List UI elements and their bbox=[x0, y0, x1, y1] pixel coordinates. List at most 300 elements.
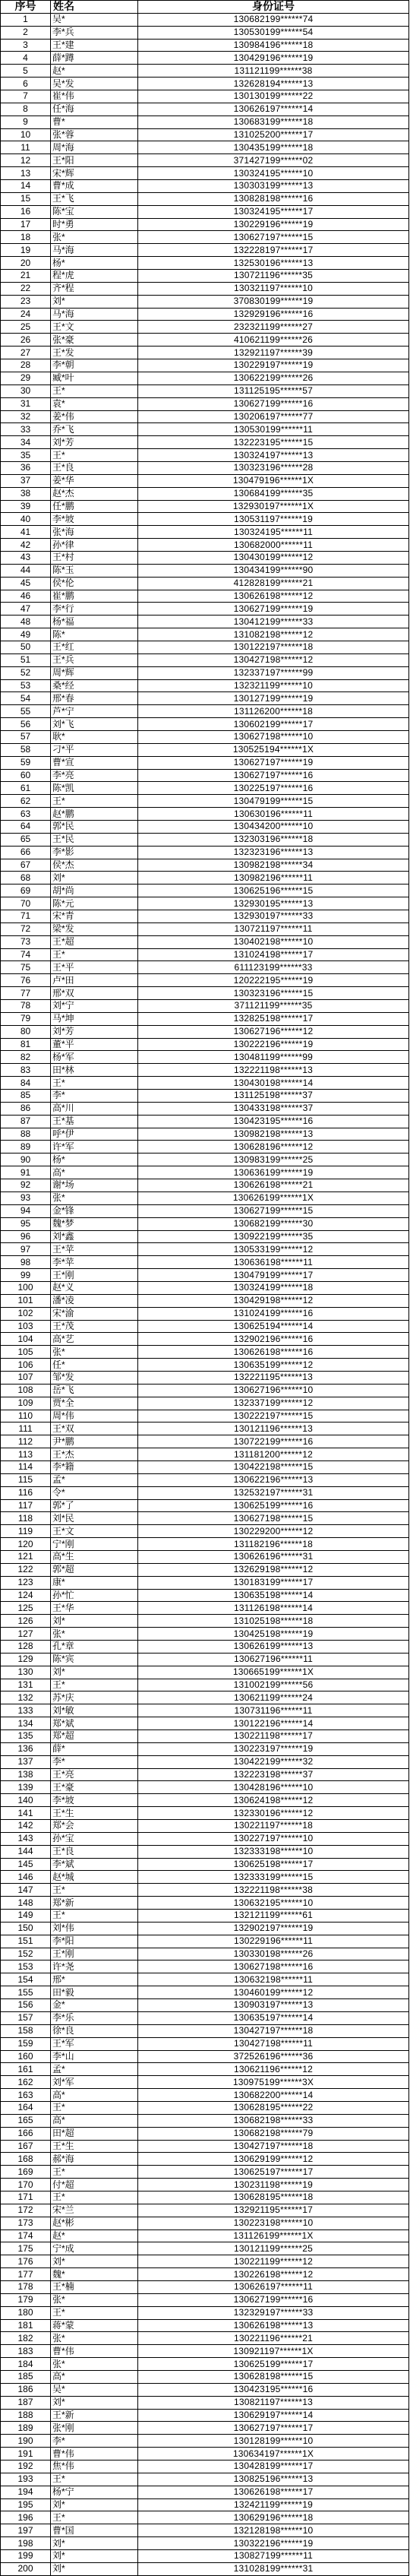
name-cell: 赵*鹏 bbox=[51, 808, 138, 820]
table-row bbox=[1, 654, 409, 667]
name-cell: 陈*宝 bbox=[51, 206, 138, 218]
id-number-cell: 131002199******56 bbox=[138, 1679, 409, 1691]
id-number-cell: 132921197******39 bbox=[138, 347, 409, 359]
id-number-cell: 130628195******22 bbox=[138, 2102, 409, 2114]
name-cell: 程*虎 bbox=[51, 270, 138, 282]
seq-cell: 95 bbox=[1, 1218, 51, 1230]
seq-cell: 78 bbox=[1, 1000, 51, 1012]
table-row bbox=[1, 2204, 409, 2217]
table-row bbox=[1, 1538, 409, 1551]
id-number-cell: 130427198******11 bbox=[138, 2038, 409, 2050]
table-row bbox=[1, 2563, 409, 2576]
table-row bbox=[1, 1794, 409, 1807]
id-number-cell: 130627197******15 bbox=[138, 231, 409, 243]
seq-cell: 173 bbox=[1, 2217, 51, 2229]
table-row bbox=[1, 40, 409, 52]
name-cell: 李*山 bbox=[51, 2051, 138, 2063]
name-cell: 郭*超 bbox=[51, 1564, 138, 1576]
name-cell: 张*海 bbox=[51, 526, 138, 538]
seq-cell: 110 bbox=[1, 1410, 51, 1422]
seq-cell: 72 bbox=[1, 923, 51, 935]
id-number-cell: 130627197******16 bbox=[138, 770, 409, 782]
id-number-cell: 132223195******15 bbox=[138, 436, 409, 448]
id-number-cell: 130430198******14 bbox=[138, 1077, 409, 1089]
name-cell: 臧*叶 bbox=[51, 372, 138, 385]
name-cell: 魏*梦 bbox=[51, 1218, 138, 1230]
name-cell: 王*基 bbox=[51, 1116, 138, 1128]
id-number-cell: 130628198******15 bbox=[138, 2371, 409, 2383]
table-row bbox=[1, 795, 409, 808]
id-number-cell: 130828198******16 bbox=[138, 193, 409, 205]
table-row bbox=[1, 1948, 409, 1961]
table-row bbox=[1, 1756, 409, 1769]
seq-cell: 66 bbox=[1, 847, 51, 859]
name-cell: 刘*宁 bbox=[51, 1000, 138, 1012]
table-row bbox=[1, 539, 409, 552]
table-row bbox=[1, 2025, 409, 2038]
name-cell: 王* bbox=[51, 1077, 138, 1089]
name-cell: 邹*发 bbox=[51, 1372, 138, 1384]
seq-cell: 79 bbox=[1, 1013, 51, 1025]
id-number-cell: 130481199******99 bbox=[138, 1051, 409, 1063]
seq-cell: 126 bbox=[1, 1615, 51, 1627]
seq-cell: 176 bbox=[1, 2255, 51, 2267]
id-number-cell: 130636199******19 bbox=[138, 1166, 409, 1179]
seq-cell: 199 bbox=[1, 2550, 51, 2562]
id-number-cell: 130324199******18 bbox=[138, 1282, 409, 1294]
seq-cell: 67 bbox=[1, 859, 51, 872]
id-number-cell: 132337197******99 bbox=[138, 667, 409, 679]
id-number-cell: 130324195******17 bbox=[138, 206, 409, 218]
name-cell: 王*双 bbox=[51, 1422, 138, 1435]
seq-cell: 198 bbox=[1, 2537, 51, 2549]
seq-cell: 122 bbox=[1, 1564, 51, 1576]
table-row bbox=[1, 283, 409, 296]
name-cell: 侯*伦 bbox=[51, 578, 138, 590]
seq-cell: 154 bbox=[1, 1973, 51, 1986]
table-row bbox=[1, 1295, 409, 1308]
table-row bbox=[1, 334, 409, 347]
seq-cell: 1 bbox=[1, 14, 51, 26]
name-cell: 谢*场 bbox=[51, 1179, 138, 1191]
table-row bbox=[1, 462, 409, 475]
id-number-cell: 130627196******11 bbox=[138, 1654, 409, 1666]
table-row bbox=[1, 1000, 409, 1013]
seq-cell: 23 bbox=[1, 296, 51, 308]
id-number-cell: 130627198******15 bbox=[138, 1512, 409, 1524]
table-row bbox=[1, 1039, 409, 1052]
table-row bbox=[1, 872, 409, 885]
seq-cell: 200 bbox=[1, 2563, 51, 2575]
name-cell: 张* bbox=[51, 1346, 138, 1358]
id-number-cell: 130827199******11 bbox=[138, 2550, 409, 2562]
seq-cell: 2 bbox=[1, 27, 51, 39]
name-cell: 王*茂 bbox=[51, 1321, 138, 1333]
name-cell: 刘* bbox=[51, 2550, 138, 2562]
name-cell: 王* bbox=[51, 1884, 138, 1896]
seq-cell: 140 bbox=[1, 1794, 51, 1806]
name-cell: 姜*华 bbox=[51, 475, 138, 487]
seq-cell: 33 bbox=[1, 423, 51, 435]
seq-cell: 171 bbox=[1, 2191, 51, 2204]
seq-cell: 158 bbox=[1, 2025, 51, 2037]
id-number-cell: 130434199******90 bbox=[138, 565, 409, 577]
seq-cell: 104 bbox=[1, 1333, 51, 1345]
seq-cell: 149 bbox=[1, 1910, 51, 1922]
table-row bbox=[1, 1781, 409, 1794]
name-cell: 李* bbox=[51, 1756, 138, 1768]
seq-cell: 114 bbox=[1, 1461, 51, 1473]
seq-cell: 101 bbox=[1, 1295, 51, 1307]
seq-cell: 100 bbox=[1, 1282, 51, 1294]
table-row bbox=[1, 513, 409, 526]
table-row bbox=[1, 1871, 409, 1884]
seq-cell: 92 bbox=[1, 1179, 51, 1191]
table-row bbox=[1, 770, 409, 783]
name-cell: 王*平 bbox=[51, 961, 138, 973]
table-row bbox=[1, 1435, 409, 1448]
seq-cell: 89 bbox=[1, 1141, 51, 1153]
table-row bbox=[1, 667, 409, 680]
table-row bbox=[1, 2345, 409, 2358]
seq-cell: 147 bbox=[1, 1884, 51, 1896]
name-cell: 高*艺 bbox=[51, 1333, 138, 1345]
name-cell: 吴* bbox=[51, 2384, 138, 2396]
name-cell: 李* bbox=[51, 2435, 138, 2447]
seq-cell: 96 bbox=[1, 1231, 51, 1243]
name-cell: 王* bbox=[51, 385, 138, 397]
table-row bbox=[1, 628, 409, 641]
id-number-cell: 132930197******1X bbox=[138, 501, 409, 513]
table-row bbox=[1, 1064, 409, 1077]
id-number-cell: 130223197******19 bbox=[138, 1743, 409, 1755]
table-row bbox=[1, 296, 409, 309]
id-number-cell: 130975199******3X bbox=[138, 2076, 409, 2088]
id-number-cell: 130324195******10 bbox=[138, 167, 409, 179]
id-number-cell: 130682200******14 bbox=[138, 2089, 409, 2101]
table-row bbox=[1, 1090, 409, 1103]
name-cell: 时*勇 bbox=[51, 219, 138, 231]
seq-cell: 54 bbox=[1, 692, 51, 704]
table-row bbox=[1, 974, 409, 987]
table-row bbox=[1, 1654, 409, 1666]
name-cell: 杨*福 bbox=[51, 616, 138, 628]
name-cell: 赵* bbox=[51, 65, 138, 77]
table-row bbox=[1, 385, 409, 398]
id-number-cell: 130635199******12 bbox=[138, 1359, 409, 1371]
name-cell: 曹*宣 bbox=[51, 757, 138, 769]
name-cell: 郑*斌 bbox=[51, 1717, 138, 1729]
id-number-cell: 130629199******12 bbox=[138, 2153, 409, 2165]
name-cell: 李*朝 bbox=[51, 359, 138, 372]
name-cell: 刁*平 bbox=[51, 744, 138, 756]
seq-cell: 64 bbox=[1, 821, 51, 833]
id-number-cell: 130628196******12 bbox=[138, 1141, 409, 1153]
id-number-cell: 130625198******17 bbox=[138, 1859, 409, 1871]
name-cell: 张* bbox=[51, 2358, 138, 2370]
seq-cell: 152 bbox=[1, 1948, 51, 1960]
seq-cell: 3 bbox=[1, 40, 51, 52]
name-cell: 齐*程 bbox=[51, 283, 138, 295]
seq-cell: 155 bbox=[1, 1986, 51, 1998]
name-cell: 崔*伟 bbox=[51, 90, 138, 103]
id-number-cell: 130183199******17 bbox=[138, 1577, 409, 1589]
id-number-cell: 130627199******19 bbox=[138, 603, 409, 615]
id-number-cell: 130626198******21 bbox=[138, 1179, 409, 1191]
id-number-cell: 130130199******22 bbox=[138, 90, 409, 103]
seq-cell: 103 bbox=[1, 1321, 51, 1333]
table-row bbox=[1, 167, 409, 180]
id-number-cell: 132323196******13 bbox=[138, 847, 409, 859]
table-row bbox=[1, 2038, 409, 2051]
id-number-cell: 130629196******18 bbox=[138, 2511, 409, 2524]
seq-cell: 118 bbox=[1, 1512, 51, 1524]
seq-cell: 76 bbox=[1, 974, 51, 986]
table-row bbox=[1, 501, 409, 514]
name-cell: 王*飞 bbox=[51, 193, 138, 205]
table-row bbox=[1, 923, 409, 936]
table-row bbox=[1, 1179, 409, 1192]
table-row bbox=[1, 1960, 409, 1973]
seq-cell: 58 bbox=[1, 744, 51, 756]
id-number-cell: 130428196******10 bbox=[138, 1781, 409, 1793]
table-row bbox=[1, 1923, 409, 1935]
id-number-cell: 371427199******02 bbox=[138, 154, 409, 166]
id-number-cell: 130621199******24 bbox=[138, 1691, 409, 1704]
id-number-cell: 130127199******19 bbox=[138, 692, 409, 704]
table-row bbox=[1, 1385, 409, 1397]
seq-cell: 4 bbox=[1, 52, 51, 64]
name-cell: 刘* bbox=[51, 296, 138, 308]
name-cell: 王* bbox=[51, 949, 138, 961]
seq-cell: 172 bbox=[1, 2204, 51, 2217]
name-cell: 王* bbox=[51, 2102, 138, 2114]
id-number-cell: 131126199******1X bbox=[138, 2230, 409, 2242]
id-number-cell: 130231198******19 bbox=[138, 2179, 409, 2191]
id-number-cell: 130627198******16 bbox=[138, 1960, 409, 1973]
id-number-cell: 130627197******17 bbox=[138, 2422, 409, 2434]
id-number-cell: 130122197******18 bbox=[138, 641, 409, 653]
name-cell: 岳*飞 bbox=[51, 1385, 138, 1397]
name-cell: 张* bbox=[51, 2332, 138, 2344]
header-seq: 序号 bbox=[1, 1, 51, 13]
table-row bbox=[1, 423, 409, 436]
name-cell: 田*毅 bbox=[51, 1986, 138, 1998]
table-row bbox=[1, 2371, 409, 2384]
name-cell: 康* bbox=[51, 1577, 138, 1589]
seq-cell: 127 bbox=[1, 1628, 51, 1640]
name-cell: 杨*军 bbox=[51, 1051, 138, 1063]
table-row bbox=[1, 2012, 409, 2025]
id-number-cell: 130525194******1X bbox=[138, 744, 409, 756]
table-row bbox=[1, 1448, 409, 1461]
name-cell: 李*兵 bbox=[51, 27, 138, 39]
name-cell: 孙*律 bbox=[51, 539, 138, 551]
name-cell: 张* bbox=[51, 1628, 138, 1640]
seq-cell: 71 bbox=[1, 910, 51, 922]
seq-cell: 189 bbox=[1, 2422, 51, 2434]
name-cell: 曹*伟 bbox=[51, 2345, 138, 2357]
table-row bbox=[1, 1884, 409, 1897]
table-row bbox=[1, 1500, 409, 1513]
seq-cell: 115 bbox=[1, 1474, 51, 1486]
name-cell: 李*亮 bbox=[51, 770, 138, 782]
name-cell: 李*影 bbox=[51, 847, 138, 859]
name-cell: 王* bbox=[51, 1679, 138, 1691]
table-row bbox=[1, 2115, 409, 2128]
seq-cell: 157 bbox=[1, 2012, 51, 2024]
id-number-cell: 412828199******21 bbox=[138, 578, 409, 590]
id-number-cell: 130632198******11 bbox=[138, 1973, 409, 1986]
table-row bbox=[1, 603, 409, 616]
table-row bbox=[1, 1807, 409, 1820]
table-row bbox=[1, 910, 409, 923]
seq-cell: 84 bbox=[1, 1077, 51, 1089]
table-row bbox=[1, 1077, 409, 1090]
id-number-cell: 132421199******19 bbox=[138, 2499, 409, 2511]
table-row bbox=[1, 2332, 409, 2345]
name-cell: 田*林 bbox=[51, 1064, 138, 1076]
seq-cell: 135 bbox=[1, 1730, 51, 1742]
id-number-cell: 130625199******16 bbox=[138, 1500, 409, 1512]
name-cell: 王*良 bbox=[51, 1846, 138, 1858]
name-cell: 刘* bbox=[51, 1666, 138, 1679]
seq-cell: 148 bbox=[1, 1897, 51, 1909]
seq-cell: 87 bbox=[1, 1116, 51, 1128]
id-number-cell: 130627199******15 bbox=[138, 1205, 409, 1217]
table-row bbox=[1, 1679, 409, 1692]
id-number-cell: 130221198******17 bbox=[138, 1730, 409, 1742]
seq-cell: 184 bbox=[1, 2358, 51, 2370]
table-row bbox=[1, 449, 409, 462]
id-number-cell: 130626198******17 bbox=[138, 2486, 409, 2498]
name-cell: 胡*尚 bbox=[51, 885, 138, 897]
seq-cell: 139 bbox=[1, 1781, 51, 1793]
name-cell: 张* bbox=[51, 2294, 138, 2306]
seq-cell: 181 bbox=[1, 2320, 51, 2332]
name-cell: 尹*鹏 bbox=[51, 1435, 138, 1448]
seq-cell: 62 bbox=[1, 795, 51, 807]
name-cell: 张*刚 bbox=[51, 2422, 138, 2434]
id-number-cell: 120222195******19 bbox=[138, 974, 409, 986]
table-row bbox=[1, 1641, 409, 1654]
id-number-cell: 130423195******16 bbox=[138, 2384, 409, 2396]
id-number-cell: 130303199******13 bbox=[138, 180, 409, 192]
seq-cell: 164 bbox=[1, 2102, 51, 2114]
id-number-cell: 130825196******13 bbox=[138, 2473, 409, 2486]
name-cell: 王*楠 bbox=[51, 2281, 138, 2293]
table-row bbox=[1, 744, 409, 757]
table-row bbox=[1, 1564, 409, 1577]
seq-cell: 168 bbox=[1, 2153, 51, 2165]
seq-cell: 75 bbox=[1, 961, 51, 973]
id-number-cell: 130636198******11 bbox=[138, 1256, 409, 1268]
table-row bbox=[1, 2499, 409, 2512]
table-row bbox=[1, 359, 409, 372]
name-cell: 刘* bbox=[51, 2537, 138, 2549]
seq-cell: 53 bbox=[1, 680, 51, 692]
id-number-cell: 130221196******21 bbox=[138, 2332, 409, 2344]
name-cell: 孟* bbox=[51, 2063, 138, 2075]
name-cell: 李*苹 bbox=[51, 1256, 138, 1268]
seq-cell: 124 bbox=[1, 1590, 51, 1602]
table-row bbox=[1, 1474, 409, 1487]
seq-cell: 125 bbox=[1, 1602, 51, 1614]
name-cell: 郑*超 bbox=[51, 1730, 138, 1742]
table-row bbox=[1, 2486, 409, 2499]
id-number-cell: 132929196******16 bbox=[138, 309, 409, 321]
table-row bbox=[1, 244, 409, 257]
name-cell: 杨*宁 bbox=[51, 2486, 138, 2498]
id-number-cell: 130460199******12 bbox=[138, 1986, 409, 1998]
seq-cell: 98 bbox=[1, 1256, 51, 1268]
seq-cell: 145 bbox=[1, 1859, 51, 1871]
seq-cell: 146 bbox=[1, 1871, 51, 1883]
seq-cell: 39 bbox=[1, 501, 51, 513]
id-number-cell: 130682198******79 bbox=[138, 2128, 409, 2140]
table-row bbox=[1, 2358, 409, 2371]
table-row bbox=[1, 2141, 409, 2154]
table-row bbox=[1, 1141, 409, 1154]
name-cell: 陈*凯 bbox=[51, 782, 138, 794]
seq-cell: 5 bbox=[1, 65, 51, 77]
table-row bbox=[1, 180, 409, 193]
table-row bbox=[1, 1487, 409, 1500]
seq-cell: 83 bbox=[1, 1064, 51, 1076]
id-number-cell: 130226198******12 bbox=[138, 2268, 409, 2280]
name-cell: 马*海 bbox=[51, 309, 138, 321]
id-number-cell: 410621199******26 bbox=[138, 334, 409, 346]
id-number-cell: 130625194******14 bbox=[138, 1321, 409, 1333]
name-cell: 李*籍 bbox=[51, 1461, 138, 1473]
seq-cell: 70 bbox=[1, 897, 51, 910]
name-cell: 王*文 bbox=[51, 1525, 138, 1537]
seq-cell: 136 bbox=[1, 1743, 51, 1755]
id-number-cell: 130722199******16 bbox=[138, 1435, 409, 1448]
table-row bbox=[1, 718, 409, 731]
id-number-cell: 130626199******1X bbox=[138, 1192, 409, 1204]
id-number-cell: 130221197******18 bbox=[138, 1820, 409, 1832]
name-cell: 陈* bbox=[51, 628, 138, 641]
seq-cell: 59 bbox=[1, 757, 51, 769]
seq-cell: 13 bbox=[1, 167, 51, 179]
id-number-cell: 130626198******13 bbox=[138, 2320, 409, 2332]
id-number-cell: 130229196******11 bbox=[138, 1935, 409, 1948]
name-cell: 郭*民 bbox=[51, 821, 138, 833]
name-cell: 孟* bbox=[51, 1474, 138, 1486]
seq-cell: 10 bbox=[1, 129, 51, 141]
name-cell: 刘*民 bbox=[51, 1512, 138, 1524]
name-cell: 邢*双 bbox=[51, 987, 138, 999]
name-cell: 马*坤 bbox=[51, 1013, 138, 1025]
name-cell: 孙*宝 bbox=[51, 1833, 138, 1845]
seq-cell: 133 bbox=[1, 1704, 51, 1717]
name-cell: 王*村 bbox=[51, 552, 138, 564]
id-number-cell: 130982198******13 bbox=[138, 1128, 409, 1141]
seq-cell: 162 bbox=[1, 2076, 51, 2088]
seq-cell: 24 bbox=[1, 309, 51, 321]
table-row bbox=[1, 2384, 409, 2397]
table-row bbox=[1, 2076, 409, 2089]
table-row bbox=[1, 1999, 409, 2012]
name-cell: 侯*杰 bbox=[51, 859, 138, 872]
seq-cell: 159 bbox=[1, 2038, 51, 2050]
id-number-cell: 130121199******25 bbox=[138, 2242, 409, 2255]
name-cell: 吴*发 bbox=[51, 78, 138, 90]
seq-cell: 195 bbox=[1, 2499, 51, 2511]
table-row bbox=[1, 1321, 409, 1334]
name-cell: 赵*杰 bbox=[51, 488, 138, 500]
